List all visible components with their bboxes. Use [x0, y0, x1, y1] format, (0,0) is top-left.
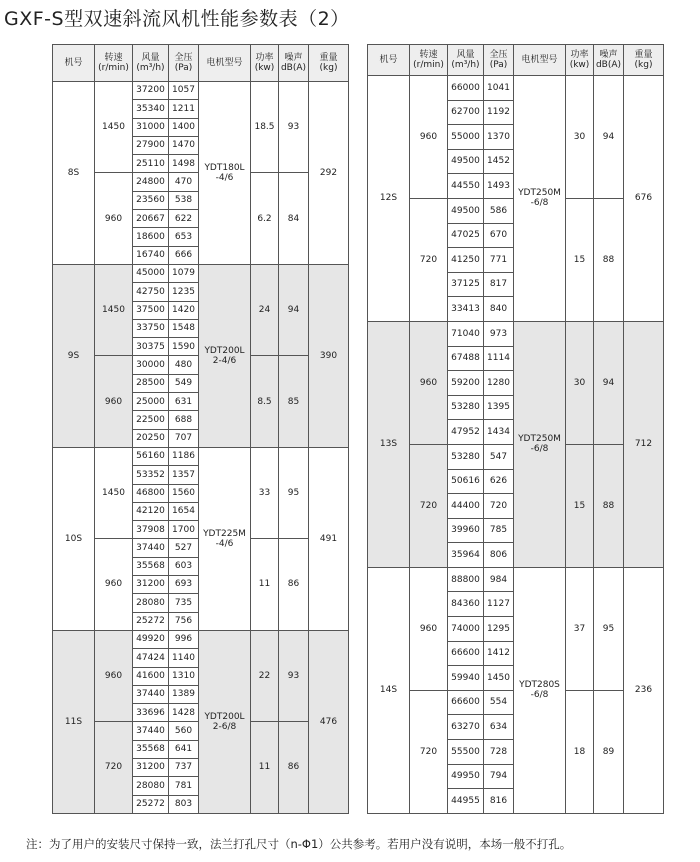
model-section	[53, 264, 349, 447]
flow-cell: 37440	[133, 685, 169, 703]
flow-cell: 59940	[448, 666, 484, 691]
noise-cell: 86	[279, 539, 309, 630]
power-cell: 33	[251, 447, 279, 538]
pressure-cell: 1310	[169, 667, 199, 685]
pressure-cell: 1548	[169, 319, 199, 337]
flow-cell: 37440	[133, 722, 169, 740]
pressure-cell: 1428	[169, 704, 199, 722]
flow-cell: 55500	[448, 740, 484, 765]
pressure-cell: 1127	[484, 592, 514, 617]
pressure-cell: 1420	[169, 301, 199, 319]
flow-cell: 67488	[448, 346, 484, 371]
header-row	[368, 45, 664, 76]
weight-cell: 676	[624, 76, 664, 322]
header-pressure: 全压 (Pa)	[169, 45, 199, 82]
flow-cell: 66600	[448, 641, 484, 666]
flow-cell: 56160	[133, 447, 169, 465]
flow-cell: 53280	[448, 444, 484, 469]
header-flow: 风量 (m³/h)	[133, 45, 169, 82]
pressure-cell: 785	[484, 518, 514, 543]
pressure-cell: 1389	[169, 685, 199, 703]
power-cell: 11	[251, 722, 279, 813]
pressure-cell: 1452	[484, 149, 514, 174]
flow-cell: 74000	[448, 617, 484, 642]
flow-cell: 25000	[133, 393, 169, 411]
weight-cell: 476	[309, 630, 349, 813]
noise-cell: 93	[279, 630, 309, 721]
power-cell: 11	[251, 539, 279, 630]
weight-cell: 236	[624, 567, 664, 813]
header-model: 机号	[53, 45, 95, 82]
power-cell: 30	[566, 321, 594, 444]
header-model: 机号	[368, 45, 410, 76]
header-speed: 转速 (r/min)	[410, 45, 448, 76]
model-cell: 13S	[368, 321, 410, 567]
power-cell: 22	[251, 630, 279, 721]
flow-cell: 25272	[133, 795, 169, 813]
noise-cell: 88	[594, 198, 624, 321]
flow-cell: 22500	[133, 411, 169, 429]
pressure-cell: 1186	[169, 447, 199, 465]
model-section	[368, 321, 664, 567]
header-flow: 风量 (m³/h)	[448, 45, 484, 76]
speed-cell: 720	[410, 198, 448, 321]
pressure-cell: 1140	[169, 649, 199, 667]
power-cell: 24	[251, 264, 279, 355]
flow-cell: 35568	[133, 557, 169, 575]
page-title: GXF-S型双速斜流风机性能参数表（2）	[4, 8, 350, 30]
speed-cell: 1450	[95, 264, 133, 355]
flow-cell: 30375	[133, 338, 169, 356]
flow-cell: 31200	[133, 576, 169, 594]
model-cell: 12S	[368, 76, 410, 322]
flow-cell: 88800	[448, 567, 484, 592]
flow-cell: 23560	[133, 191, 169, 209]
pressure-cell: 996	[169, 630, 199, 648]
noise-cell: 84	[279, 173, 309, 264]
flow-cell: 35340	[133, 100, 169, 118]
header-power: 功率 (kw)	[251, 45, 279, 82]
power-cell: 18	[566, 690, 594, 813]
header-speed: 转速 (r/min)	[95, 45, 133, 82]
pressure-cell: 794	[484, 764, 514, 789]
flow-cell: 41600	[133, 667, 169, 685]
pressure-cell: 737	[169, 758, 199, 776]
noise-cell: 88	[594, 444, 624, 567]
pressure-cell: 693	[169, 576, 199, 594]
pressure-cell: 1211	[169, 100, 199, 118]
pressure-cell: 728	[484, 740, 514, 765]
pressure-cell: 1280	[484, 371, 514, 396]
table-row	[53, 630, 349, 648]
pressure-cell: 1700	[169, 521, 199, 539]
footnote: 注：为了用户的安装尺寸保持一致，法兰打孔尺寸（n-Φ1）公共参考。若用户没有说明，本场一般不打孔。	[26, 837, 572, 851]
noise-cell: 94	[279, 264, 309, 355]
header-motor: 电机型号	[514, 45, 566, 76]
header-noise: 噪声 dB(A)	[279, 45, 309, 82]
flow-cell: 28500	[133, 374, 169, 392]
flow-cell: 25110	[133, 155, 169, 173]
flow-cell: 20667	[133, 210, 169, 228]
noise-cell: 95	[279, 447, 309, 538]
flow-cell: 53280	[448, 395, 484, 420]
flow-cell: 16740	[133, 246, 169, 264]
pressure-cell: 803	[169, 795, 199, 813]
motor-cell: YDT200L 2-6/8	[199, 630, 251, 813]
pressure-cell: 634	[484, 715, 514, 740]
model-cell: 10S	[53, 447, 95, 630]
pressure-cell: 720	[484, 494, 514, 519]
noise-cell: 93	[279, 82, 309, 173]
flow-cell: 44955	[448, 789, 484, 814]
flow-cell: 49920	[133, 630, 169, 648]
flow-cell: 55000	[448, 125, 484, 150]
pressure-cell: 1434	[484, 420, 514, 445]
pressure-cell: 688	[169, 411, 199, 429]
pressure-cell: 554	[484, 690, 514, 715]
pressure-cell: 480	[169, 356, 199, 374]
motor-cell: YDT225M -4/6	[199, 447, 251, 630]
flow-cell: 37125	[448, 272, 484, 297]
noise-cell: 89	[594, 690, 624, 813]
pressure-cell: 549	[169, 374, 199, 392]
flow-cell: 37500	[133, 301, 169, 319]
flow-cell: 35568	[133, 740, 169, 758]
pressure-cell: 984	[484, 567, 514, 592]
flow-cell: 20250	[133, 429, 169, 447]
pressure-cell: 603	[169, 557, 199, 575]
speed-cell: 960	[95, 173, 133, 264]
weight-cell: 292	[309, 82, 349, 265]
pressure-cell: 666	[169, 246, 199, 264]
pressure-cell: 1057	[169, 82, 199, 100]
flow-cell: 37200	[133, 82, 169, 100]
header-noise: 噪声 dB(A)	[594, 45, 624, 76]
speed-cell: 960	[410, 567, 448, 690]
pressure-cell: 547	[484, 444, 514, 469]
pressure-cell: 1079	[169, 264, 199, 282]
pressure-cell: 1498	[169, 155, 199, 173]
table-row	[368, 321, 664, 346]
header-row	[53, 45, 349, 82]
pressure-cell: 560	[169, 722, 199, 740]
speed-cell: 960	[410, 76, 448, 199]
pressure-cell: 1041	[484, 76, 514, 101]
flow-cell: 59200	[448, 371, 484, 396]
flow-cell: 46800	[133, 484, 169, 502]
pressure-cell: 756	[169, 612, 199, 630]
pressure-cell: 1412	[484, 641, 514, 666]
weight-cell: 712	[624, 321, 664, 567]
power-cell: 6.2	[251, 173, 279, 264]
header-weight: 重量 (kg)	[309, 45, 349, 82]
speed-cell: 960	[95, 539, 133, 630]
pressure-cell: 641	[169, 740, 199, 758]
motor-cell: YDT250M -6/8	[514, 76, 566, 322]
pressure-cell: 527	[169, 539, 199, 557]
pressure-cell: 1295	[484, 617, 514, 642]
flow-cell: 42120	[133, 502, 169, 520]
pressure-cell: 1590	[169, 338, 199, 356]
model-section	[368, 567, 664, 813]
noise-cell: 86	[279, 722, 309, 813]
power-cell: 18.5	[251, 82, 279, 173]
table-row	[53, 447, 349, 465]
weight-cell: 390	[309, 264, 349, 447]
noise-cell: 85	[279, 356, 309, 447]
pressure-cell: 781	[169, 777, 199, 795]
flow-cell: 39960	[448, 518, 484, 543]
pressure-cell: 707	[169, 429, 199, 447]
power-cell: 37	[566, 567, 594, 690]
pressure-cell: 1192	[484, 100, 514, 125]
pressure-cell: 1395	[484, 395, 514, 420]
pressure-cell: 1560	[169, 484, 199, 502]
weight-cell: 491	[309, 447, 349, 630]
flow-cell: 44400	[448, 494, 484, 519]
speed-cell: 720	[95, 722, 133, 813]
pressure-cell: 771	[484, 248, 514, 273]
model-section	[368, 76, 664, 322]
flow-cell: 18600	[133, 228, 169, 246]
flow-cell: 45000	[133, 264, 169, 282]
pressure-cell: 1114	[484, 346, 514, 371]
pressure-cell: 586	[484, 198, 514, 223]
flow-cell: 24800	[133, 173, 169, 191]
flow-cell: 53352	[133, 466, 169, 484]
flow-cell: 49500	[448, 198, 484, 223]
flow-cell: 66600	[448, 690, 484, 715]
pressure-cell: 1654	[169, 502, 199, 520]
flow-cell: 33413	[448, 297, 484, 322]
pressure-cell: 973	[484, 321, 514, 346]
flow-cell: 28080	[133, 594, 169, 612]
left-spec-table	[52, 44, 349, 814]
flow-cell: 31200	[133, 758, 169, 776]
model-cell: 8S	[53, 82, 95, 265]
pressure-cell: 670	[484, 223, 514, 248]
speed-cell: 960	[95, 356, 133, 447]
table-row	[368, 567, 664, 592]
speed-cell: 720	[410, 444, 448, 567]
header-power: 功率 (kw)	[566, 45, 594, 76]
pressure-cell: 1370	[484, 125, 514, 150]
flow-cell: 63270	[448, 715, 484, 740]
speed-cell: 1450	[95, 82, 133, 173]
model-cell: 9S	[53, 264, 95, 447]
flow-cell: 37908	[133, 521, 169, 539]
flow-cell: 35964	[448, 543, 484, 568]
pressure-cell: 653	[169, 228, 199, 246]
motor-cell: YDT280S -6/8	[514, 567, 566, 813]
motor-cell: YDT180L -4/6	[199, 82, 251, 265]
right-spec-table	[367, 44, 664, 814]
flow-cell: 66000	[448, 76, 484, 101]
model-section	[53, 82, 349, 265]
speed-cell: 960	[410, 321, 448, 444]
flow-cell: 25272	[133, 612, 169, 630]
pressure-cell: 1235	[169, 283, 199, 301]
flow-cell: 49500	[448, 149, 484, 174]
power-cell: 15	[566, 198, 594, 321]
motor-cell: YDT250M -6/8	[514, 321, 566, 567]
flow-cell: 42750	[133, 283, 169, 301]
pressure-cell: 817	[484, 272, 514, 297]
flow-cell: 27900	[133, 136, 169, 154]
model-cell: 11S	[53, 630, 95, 813]
table-row	[53, 82, 349, 100]
noise-cell: 94	[594, 76, 624, 199]
flow-cell: 41250	[448, 248, 484, 273]
flow-cell: 84360	[448, 592, 484, 617]
flow-cell: 49950	[448, 764, 484, 789]
flow-cell: 47952	[448, 420, 484, 445]
pressure-cell: 538	[169, 191, 199, 209]
flow-cell: 50616	[448, 469, 484, 494]
speed-cell: 1450	[95, 447, 133, 538]
pressure-cell: 626	[484, 469, 514, 494]
pressure-cell: 1470	[169, 136, 199, 154]
pressure-cell: 806	[484, 543, 514, 568]
speed-cell: 960	[95, 630, 133, 721]
power-cell: 30	[566, 76, 594, 199]
power-cell: 15	[566, 444, 594, 567]
flow-cell: 28080	[133, 777, 169, 795]
table-row	[53, 264, 349, 282]
model-section	[53, 447, 349, 630]
header-pressure: 全压 (Pa)	[484, 45, 514, 76]
flow-cell: 47424	[133, 649, 169, 667]
flow-cell: 33750	[133, 319, 169, 337]
pressure-cell: 1357	[169, 466, 199, 484]
flow-cell: 47025	[448, 223, 484, 248]
flow-cell: 62700	[448, 100, 484, 125]
flow-cell: 71040	[448, 321, 484, 346]
pressure-cell: 840	[484, 297, 514, 322]
flow-cell: 37440	[133, 539, 169, 557]
pressure-cell: 1493	[484, 174, 514, 199]
flow-cell: 30000	[133, 356, 169, 374]
flow-cell: 31000	[133, 118, 169, 136]
pressure-cell: 622	[169, 210, 199, 228]
table-row	[368, 76, 664, 101]
model-cell: 14S	[368, 567, 410, 813]
pressure-cell: 735	[169, 594, 199, 612]
pressure-cell: 1450	[484, 666, 514, 691]
pressure-cell: 470	[169, 173, 199, 191]
motor-cell: YDT200L 2-4/6	[199, 264, 251, 447]
pressure-cell: 816	[484, 789, 514, 814]
model-section	[53, 630, 349, 813]
noise-cell: 95	[594, 567, 624, 690]
header-weight: 重量 (kg)	[624, 45, 664, 76]
flow-cell: 33696	[133, 704, 169, 722]
power-cell: 8.5	[251, 356, 279, 447]
noise-cell: 94	[594, 321, 624, 444]
flow-cell: 44550	[448, 174, 484, 199]
header-motor: 电机型号	[199, 45, 251, 82]
pressure-cell: 1400	[169, 118, 199, 136]
pressure-cell: 631	[169, 393, 199, 411]
speed-cell: 720	[410, 690, 448, 813]
